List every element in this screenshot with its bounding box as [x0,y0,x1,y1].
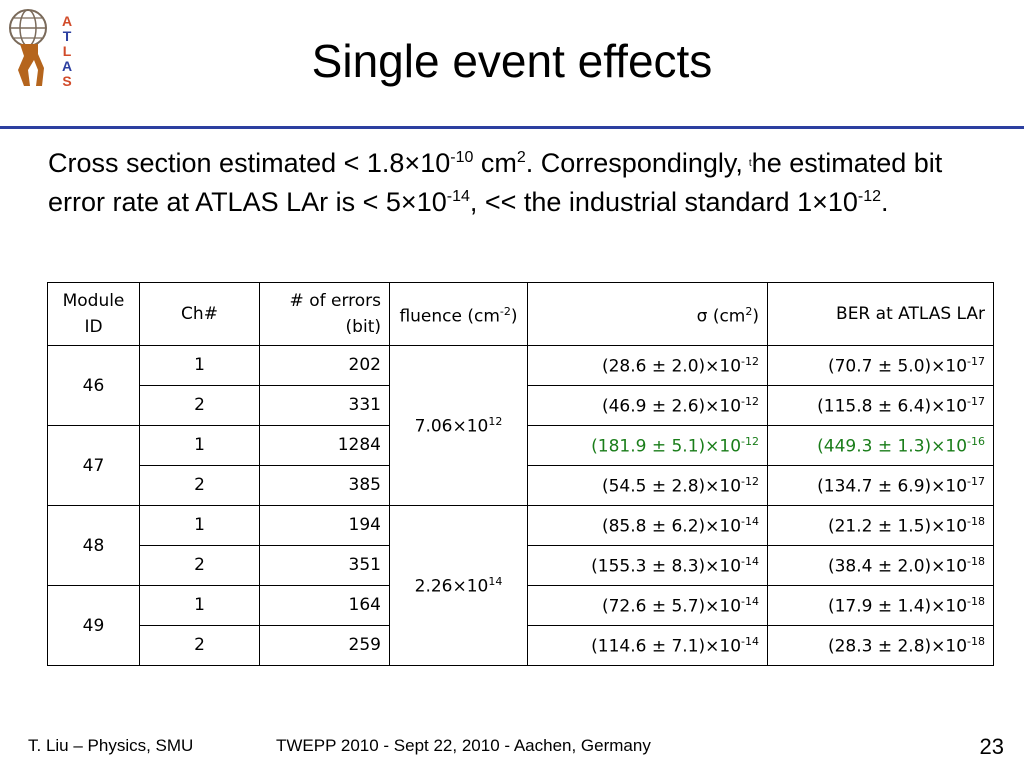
exponent: 12 [488,414,503,428]
errors-cell: 164 [260,586,390,626]
header-fluence-text: fluence (cm [399,306,500,327]
footer-event: TWEPP 2010 - Sept 22, 2010 - Aachen, Germany [276,736,651,755]
times-symbol: × [404,148,421,178]
header-sigma-text: σ (cm [696,306,746,327]
fluence-mantissa: 7.06 [414,416,453,437]
bullet-segment: Cross section estimated < 1.8 [48,148,405,178]
exponent: 2 [745,304,753,318]
sigma-value: (28.6 ± 2.0)×10 [601,356,742,377]
bullet-segment: he estimated bit error rate at ATLAS LAr is < 5 [48,148,943,217]
ber-value: (21.2 ± 1.5)×10 [827,516,968,537]
errors-cell: 259 [260,626,390,666]
results-table [47,282,994,666]
small-t-mark: t [748,158,752,169]
sigma-cell [528,546,768,586]
times-symbol: × [452,416,467,437]
exponent: -12 [741,355,759,368]
ber-value: (17.9 ± 1.4)×10 [827,596,968,617]
header-module-id: Module ID [48,283,140,346]
sigma-cell [528,586,768,626]
exponent: -18 [967,635,985,648]
sigma-value: (181.9 ± 5.1)×10 [591,436,742,457]
header-fluence [390,283,528,346]
bullet-segment: 10 [420,148,451,178]
exponent: -12 [741,395,759,408]
fluence-base: 10 [466,576,489,597]
exponent: -14 [446,188,470,205]
channel-cell: 2 [140,626,260,666]
exponent: -10 [450,149,474,166]
sigma-value: (54.5 ± 2.8)×10 [601,476,742,497]
ber-cell [768,506,994,546]
module-id-cell: 46 [48,346,140,426]
ber-value: (28.3 ± 2.8)×10 [827,636,968,657]
exponent: -12 [741,475,759,488]
errors-cell: 202 [260,346,390,386]
ber-cell [768,546,994,586]
fluence-mantissa: 2.26 [414,576,453,597]
errors-cell: 1284 [260,426,390,466]
ber-cell [768,346,994,386]
errors-cell: 351 [260,546,390,586]
ber-value: (134.7 ± 6.9)×10 [817,476,968,497]
ber-value: (449.3 ± 1.3)×10 [817,436,968,457]
ber-cell [768,586,994,626]
sigma-cell [528,506,768,546]
channel-cell: 2 [140,466,260,506]
title-divider [0,126,1024,129]
exponent: -16 [967,435,985,448]
sigma-value: (46.9 ± 2.6)×10 [601,396,742,417]
header-errors: # of errors (bit) [260,283,390,346]
exponent: 14 [488,574,503,588]
module-id-cell: 49 [48,586,140,666]
table-row [48,346,994,386]
exponent: -12 [741,435,759,448]
sigma-cell [528,426,768,466]
exponent: -14 [741,555,759,568]
slide-title: Single event effects [311,35,713,87]
table-header-row [48,283,994,346]
exponent: -17 [967,395,985,408]
times-symbol: × [452,576,467,597]
logo-letter: A [61,13,73,29]
header-fluence-text: ) [510,306,518,327]
ber-value: (38.4 ± 2.0)×10 [827,556,968,577]
ber-cell [768,626,994,666]
module-id-cell: 48 [48,506,140,586]
bullet-segment: . [881,187,889,217]
sigma-value: (85.8 ± 6.2)×10 [601,516,742,537]
exponent: -18 [967,515,985,528]
exponent: -17 [967,475,985,488]
exponent: -14 [741,635,759,648]
module-id-cell: 47 [48,426,140,506]
bullet-segment: cm [473,148,517,178]
sigma-cell [528,466,768,506]
exponent: -14 [741,595,759,608]
exponent: -12 [857,188,882,205]
table-row [48,506,994,546]
ber-value: (70.7 ± 5.0)×10 [827,356,968,377]
header-ber: BER at ATLAS LAr [768,283,994,346]
exponent: -17 [967,355,985,368]
ber-cell [768,386,994,426]
errors-cell: 331 [260,386,390,426]
logo-letter: S [62,73,72,89]
bullet-text [48,144,988,222]
header-sigma-text: ) [752,306,759,327]
sigma-value: (114.6 ± 7.1)×10 [591,636,742,657]
channel-cell: 2 [140,546,260,586]
errors-cell: 385 [260,466,390,506]
footer-author: T. Liu – Physics, SMU [28,736,194,755]
exponent: -14 [741,515,759,528]
sigma-cell [528,626,768,666]
sigma-value: (155.3 ± 8.3)×10 [591,556,742,577]
sigma-cell [528,386,768,426]
sigma-cell [528,346,768,386]
ber-value: (115.8 ± 6.4)×10 [817,396,968,417]
channel-cell: 1 [140,506,260,546]
header-channel: Ch# [140,283,260,346]
channel-cell: 2 [140,386,260,426]
bullet-segment: 10 [827,187,858,217]
fluence-cell [390,346,528,506]
header-sigma [528,283,768,346]
bullet-segment: . Correspondingly, [525,148,743,178]
logo-letter: L [62,43,72,59]
times-symbol: × [400,187,417,217]
fluence-cell [390,506,528,666]
exponent: -18 [967,595,985,608]
fluence-base: 10 [466,416,489,437]
channel-cell: 1 [140,426,260,466]
channel-cell: 1 [140,346,260,386]
ber-cell [768,426,994,466]
sigma-value: (72.6 ± 5.7)×10 [601,596,742,617]
page-number: 23 [979,734,1004,759]
ber-cell [768,466,994,506]
errors-cell: 194 [260,506,390,546]
exponent: -18 [967,555,985,568]
bullet-segment: , << the industrial standard 1 [469,187,813,217]
channel-cell: 1 [140,586,260,626]
bullet-segment: 10 [416,187,447,217]
logo-letter: T [62,28,72,44]
logo-letter: A [61,58,73,74]
times-symbol: × [812,187,828,217]
exponent: 2 [516,149,526,166]
exponent: -2 [499,304,511,318]
